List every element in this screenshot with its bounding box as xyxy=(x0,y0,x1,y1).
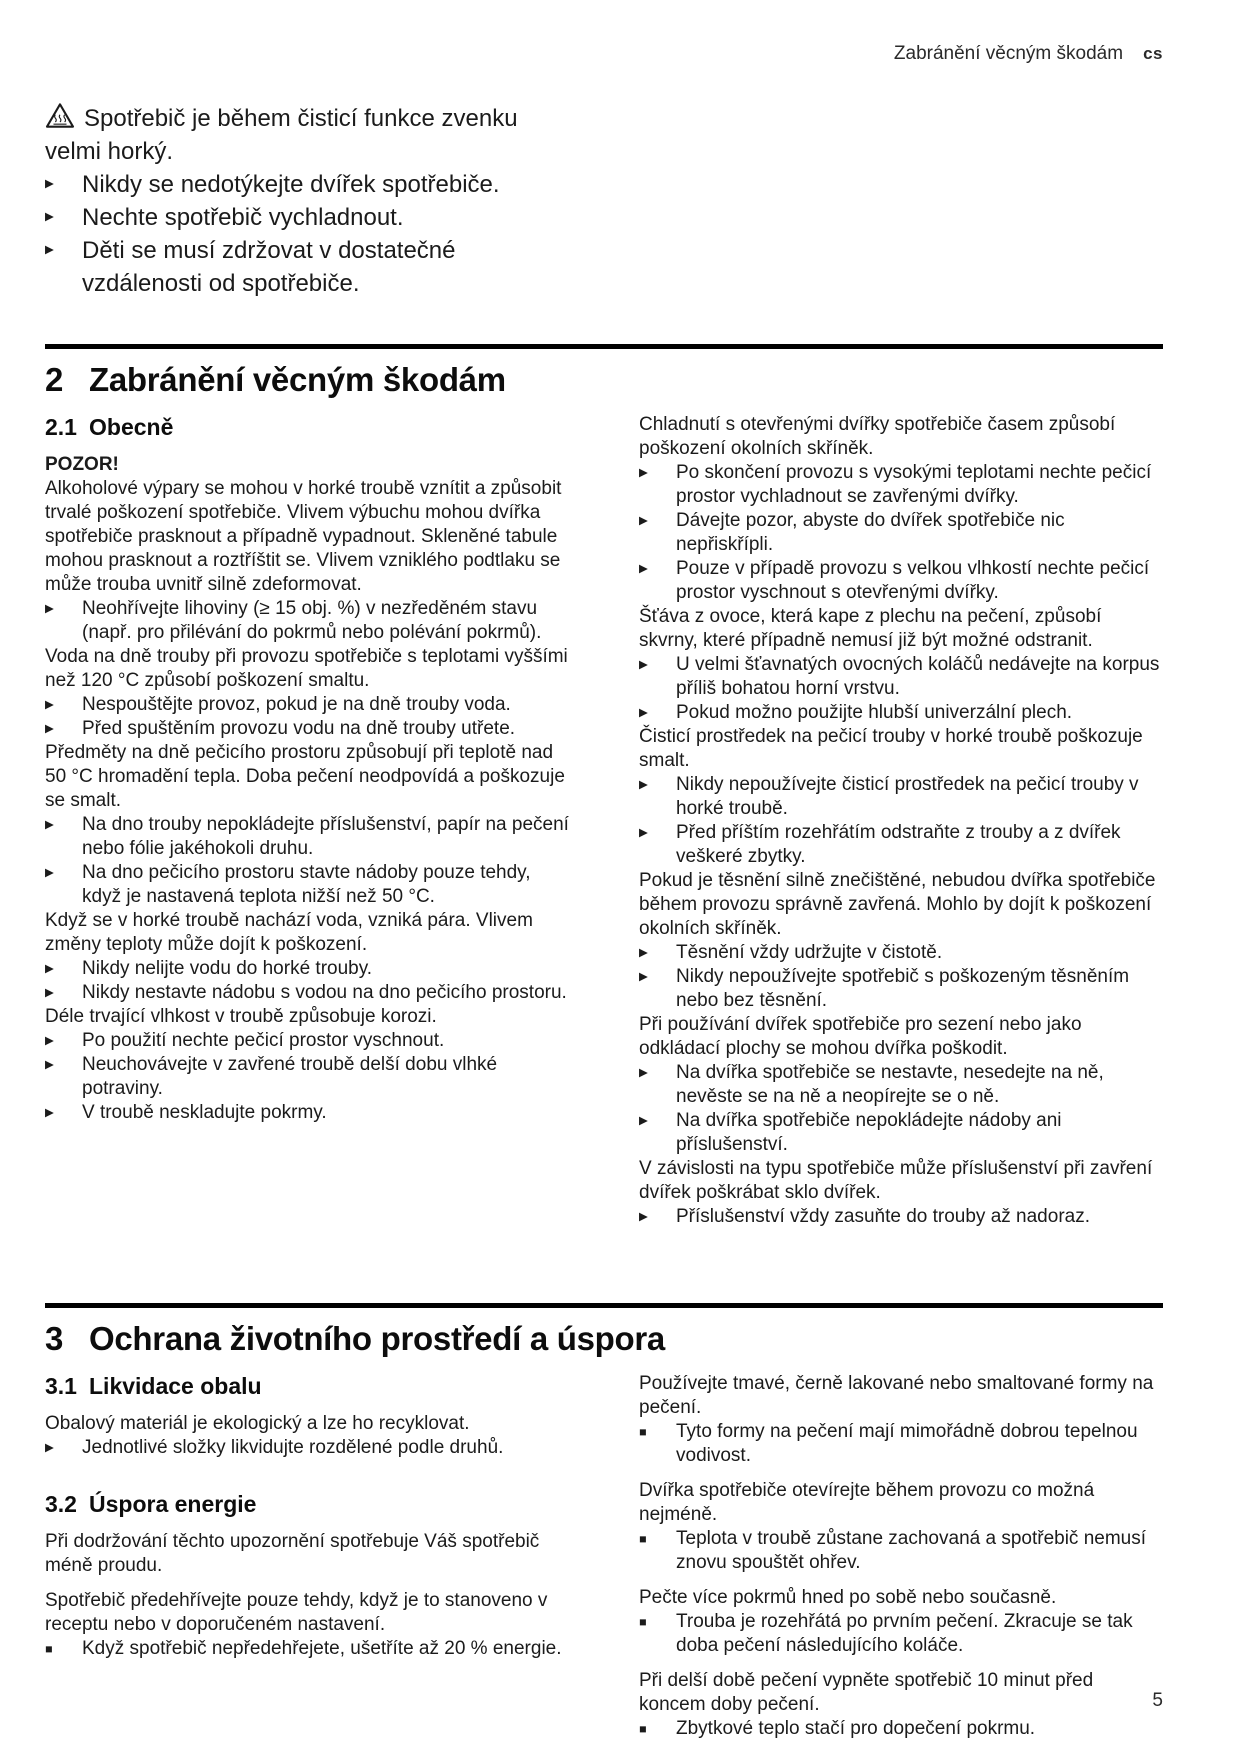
safety-intro-list xyxy=(45,168,570,300)
left-column xyxy=(45,413,569,1229)
safety-warning-text: Spotřebič je během čisticí funkce zvenku velmi horký. xyxy=(45,105,518,165)
list-item xyxy=(639,941,1163,965)
list-item-text: Příslušenství vždy zasuňte do trouby až nadoraz. xyxy=(676,1206,1090,1227)
list-item-text: Zbytkové teplo stačí pro dopečení pokrmu. xyxy=(676,1718,1036,1739)
paragraph: Pečte více pokrmů hned po sobě nebo současně. xyxy=(639,1587,1057,1608)
subsection-heading xyxy=(45,1490,569,1518)
left-column xyxy=(45,1372,569,1741)
list-item-text: Teplota v troubě zůstane zachovaná a spotřebič nemusí znovu spouštět ohřev. xyxy=(676,1528,1147,1573)
list-item xyxy=(639,821,1163,869)
list-item xyxy=(45,861,569,909)
square-bullet-icon: ■ xyxy=(45,1642,53,1656)
subsection-number: 2.1 xyxy=(45,414,77,440)
list-item-text: Na dvířka spotřebiče se nestavte, nesedejte na ně, nevěste se na ně a neopírejte se o ně. xyxy=(676,1062,1104,1107)
triangle-bullet-icon: ▶ xyxy=(45,987,54,999)
triangle-bullet-icon: ▶ xyxy=(639,779,648,791)
paragraph: Předměty na dně pečicího prostoru způsobují při teplotě nad 50 °C hromadění tepla. Doba pečení neodpovídá a poškozuje se smalt. xyxy=(45,742,565,811)
triangle-bullet-icon: ▶ xyxy=(639,1211,648,1223)
list-item xyxy=(639,1061,1163,1109)
list-item xyxy=(45,1029,569,1053)
square-bullet-icon: ■ xyxy=(639,1425,647,1439)
paragraph: Šťáva z ovoce, která kape z plechu na pečení, způsobí skvrny, které případně nemusí již být možné odstranit. xyxy=(639,606,1102,651)
paragraph: Chladnutí s otevřenými dvířky spotřebiče časem způsobí poškození okolních skříněk. xyxy=(639,414,1116,459)
list-item xyxy=(45,1101,569,1125)
list-item xyxy=(639,1717,1163,1741)
square-bullet-icon: ■ xyxy=(639,1722,647,1736)
list-item-text: U velmi šťavnatých ovocných koláčů nedávejte na korpus příliš bohatou horní vrstvu. xyxy=(676,654,1160,699)
two-column-body xyxy=(45,413,1163,1229)
list-item xyxy=(45,1637,569,1661)
triangle-bullet-icon: ▶ xyxy=(45,867,54,879)
triangle-bullet-icon: ▶ xyxy=(45,1059,54,1071)
list-item-text: Na dno trouby nepokládejte příslušenství, papír na pečení nebo fólie jakéhokoli druhu. xyxy=(82,814,569,859)
paragraph: Obalový materiál je ekologický a lze ho recyklovat. xyxy=(45,1413,470,1434)
list-item-text: Těsnění vždy udržujte v čistotě. xyxy=(676,942,943,963)
square-bullet-icon: ■ xyxy=(639,1615,647,1629)
triangle-bullet-icon: ▶ xyxy=(639,971,648,983)
section-number: 3 xyxy=(45,1320,64,1357)
paragraph: Déle trvající vlhkost v troubě způsobuje korozi. xyxy=(45,1006,437,1027)
list-item-text: Nikdy nepoužívejte čisticí prostředek na pečicí trouby v horké troubě. xyxy=(676,774,1139,819)
list-item-text: Nikdy nestavte nádobu s vodou na dno pečicího prostoru. xyxy=(82,982,567,1003)
list-item xyxy=(45,957,569,981)
list-item-text: Před příštím rozehřátím odstraňte z trouby a z dvířek veškeré zbytky. xyxy=(676,822,1121,867)
subsection-title: Úspora energie xyxy=(89,1491,257,1517)
list-item-text: Nespouštějte provoz, pokud je na dně trouby voda. xyxy=(82,694,511,715)
paragraph: Dvířka spotřebiče otevírejte během provozu co možná nejméně. xyxy=(639,1480,1095,1525)
list-item xyxy=(45,201,570,234)
list-item-text: Dávejte pozor, abyste do dvířek spotřebiče nic nepřiskřípli. xyxy=(676,510,1065,555)
list-item-text: Když spotřebič nepředehřejete, ušetříte až 20 % energie. xyxy=(82,1638,562,1659)
list-item xyxy=(639,509,1163,557)
paragraph: Při používání dvířek spotřebiče pro sezení nebo jako odkládací plochy se mohou dvířka poškodit. xyxy=(639,1014,1082,1059)
list-item-text: Neuchovávejte v zavřené troubě delší dobu vlhké potraviny. xyxy=(82,1054,498,1099)
two-column-body xyxy=(45,1372,1163,1741)
running-header-title: Zabránění věcným škodám xyxy=(893,43,1124,64)
subsection-title: Obecně xyxy=(89,414,174,440)
triangle-bullet-icon: ▶ xyxy=(639,515,648,527)
paragraph: Spotřebič předehřívejte pouze tehdy, když je to stanoveno v receptu nebo v doporučeném nastavení. xyxy=(45,1590,548,1635)
section-heading xyxy=(45,359,1163,401)
paragraph: Používejte tmavé, černě lakované nebo smaltované formy na pečení. xyxy=(639,1373,1154,1418)
triangle-bullet-icon: ▶ xyxy=(639,827,648,839)
list-item-text: Nikdy nelijte vodu do horké trouby. xyxy=(82,958,373,979)
paragraph: Pokud je těsnění silně znečištěné, nebudou dvířka spotřebiče během provozu správně zavřená. Mohlo by dojít k poškození okolních skříněk. xyxy=(639,870,1156,939)
section-heading xyxy=(45,1318,1163,1360)
right-column xyxy=(639,1372,1163,1741)
list-item xyxy=(45,717,569,741)
list-item xyxy=(45,981,569,1005)
list-item xyxy=(639,461,1163,509)
right-column xyxy=(639,413,1163,1229)
triangle-bullet-icon: ▶ xyxy=(639,563,648,575)
list-item xyxy=(45,693,569,717)
triangle-bullet-icon: ▶ xyxy=(45,1035,54,1047)
list-item xyxy=(639,1420,1163,1468)
list-item xyxy=(45,1053,569,1101)
safety-intro-block xyxy=(45,102,570,300)
caution-label: POZOR! xyxy=(45,454,119,475)
list-item-text: Pouze v případě provozu s velkou vlhkostí nechte pečicí prostor vyschnout s otevřenými dvířky. xyxy=(676,558,1150,603)
section-2 xyxy=(45,344,1163,1229)
section-number: 2 xyxy=(45,361,64,398)
triangle-bullet-icon: ▶ xyxy=(639,659,648,671)
triangle-bullet-icon: ▶ xyxy=(639,1067,648,1079)
triangle-bullet-icon: ▶ xyxy=(45,1442,54,1454)
subsection-heading xyxy=(45,413,569,441)
list-item-text: V troubě neskladujte pokrmy. xyxy=(82,1102,327,1123)
list-item-text: Před spuštěním provozu vodu na dně trouby utřete. xyxy=(82,718,516,739)
triangle-bullet-icon: ▶ xyxy=(45,1107,54,1119)
triangle-bullet-icon: ▶ xyxy=(639,707,648,719)
triangle-bullet-icon: ▶ xyxy=(639,1115,648,1127)
list-item xyxy=(639,557,1163,605)
list-item-text: Po skončení provozu s vysokými teplotami nechte pečicí prostor vychladnout se zavřenými dvířky. xyxy=(676,462,1152,507)
list-item-text: Děti se musí zdržovat v dostatečné vzdálenosti od spotřebiče. xyxy=(82,237,456,297)
list-item xyxy=(639,773,1163,821)
list-item xyxy=(639,965,1163,1013)
list-item-text: Nikdy nepoužívejte spotřebič s poškozeným těsněním nebo bez těsnění. xyxy=(676,966,1130,1011)
list-item xyxy=(639,653,1163,701)
list-item xyxy=(639,1610,1163,1658)
list-item-text: Jednotlivé složky likvidujte rozdělené podle druhů. xyxy=(82,1437,504,1458)
paragraph: Při dodržování těchto upozornění spotřebuje Váš spotřebič méně proudu. xyxy=(45,1531,540,1576)
hot-surface-warning-icon xyxy=(45,102,75,129)
list-item-text: Trouba je rozehřátá po prvním pečení. Zkracuje se tak doba pečení následujícího koláče. xyxy=(676,1611,1133,1656)
list-item xyxy=(45,813,569,861)
list-item xyxy=(639,701,1163,725)
triangle-bullet-icon: ▶ xyxy=(639,467,648,479)
triangle-bullet-icon: ▶ xyxy=(45,819,54,831)
running-header xyxy=(45,42,1163,66)
paragraph: Čisticí prostředek na pečicí trouby v horké troubě poškozuje smalt. xyxy=(639,726,1143,771)
list-item xyxy=(45,168,570,201)
section-title: Zabránění věcným škodám xyxy=(89,361,506,398)
paragraph: Když se v horké troubě nachází voda, vzniká pára. Vlivem změny teploty může dojít k poškození. xyxy=(45,910,533,955)
triangle-bullet-icon: ▶ xyxy=(45,699,54,711)
subsection-number: 3.2 xyxy=(45,1491,77,1517)
subsection-title: Likvidace obalu xyxy=(89,1373,262,1399)
triangle-bullet-icon: ▶ xyxy=(45,723,54,735)
page-number: 5 xyxy=(1152,1690,1163,1711)
list-item xyxy=(639,1109,1163,1157)
list-item-text: Na dno pečicího prostoru stavte nádoby pouze tehdy, když je nastavená teplota nižší než 50 °C. xyxy=(82,862,531,907)
paragraph: V závislosti na typu spotřebiče může příslušenství při zavření dvířek poškrábat sklo dvířek. xyxy=(639,1158,1153,1203)
list-item-text: Na dvířka spotřebiče nepokládejte nádoby ani příslušenství. xyxy=(676,1110,1062,1155)
list-item-text: Neohřívejte lihoviny (≥ 15 obj. %) v nezředěném stavu (např. pro přilévání do pokrmů nebo polévání pokrmů). xyxy=(82,598,542,643)
list-item xyxy=(45,234,570,300)
paragraph: Při delší době pečení vypněte spotřebič 10 minut před koncem doby pečení. xyxy=(639,1670,1094,1715)
triangle-bullet-icon: ▶ xyxy=(45,603,54,615)
list-item-text: Pokud možno použijte hlubší univerzální plech. xyxy=(676,702,1073,723)
safety-warning-paragraph xyxy=(45,102,570,168)
paragraph: Voda na dně trouby při provozu spotřebiče s teplotami vyššími než 120 °C způsobí poškození smaltu. xyxy=(45,646,568,691)
section-3 xyxy=(45,1303,1163,1741)
list-item-text: Po použití nechte pečicí prostor vyschnout. xyxy=(82,1030,445,1051)
list-item xyxy=(639,1205,1163,1229)
section-divider-rule xyxy=(45,1303,1163,1308)
square-bullet-icon: ■ xyxy=(639,1532,647,1546)
triangle-bullet-icon: ▶ xyxy=(45,244,54,256)
paragraph: Alkoholové výpary se mohou v horké troubě vznítit a způsobit trvalé poškození spotřebiče. Vlivem výbuchu mohou dvířka spotřebiče prasknout a případně vypadnout. Skleněné tabule mohou prasknout a roztříštit se. Vlivem vzniklého podtlaku se může trouba uvnitř silně zdeformovat. xyxy=(45,478,562,595)
list-item xyxy=(639,1527,1163,1575)
list-item-text: Tyto formy na pečení mají mimořádně dobrou tepelnou vodivost. xyxy=(676,1421,1138,1466)
section-title: Ochrana životního prostředí a úspora xyxy=(89,1320,665,1357)
list-item xyxy=(45,1436,569,1460)
list-item xyxy=(45,597,569,645)
triangle-bullet-icon: ▶ xyxy=(45,178,54,190)
triangle-bullet-icon: ▶ xyxy=(639,947,648,959)
subsection-heading xyxy=(45,1372,569,1400)
list-item-text: Nikdy se nedotýkejte dvířek spotřebiče. xyxy=(82,171,500,198)
language-code: cs xyxy=(1143,44,1163,63)
subsection-number: 3.1 xyxy=(45,1373,77,1399)
triangle-bullet-icon: ▶ xyxy=(45,211,54,223)
list-item-text: Nechte spotřebič vychladnout. xyxy=(82,204,404,231)
triangle-bullet-icon: ▶ xyxy=(45,963,54,975)
section-divider-rule xyxy=(45,344,1163,349)
